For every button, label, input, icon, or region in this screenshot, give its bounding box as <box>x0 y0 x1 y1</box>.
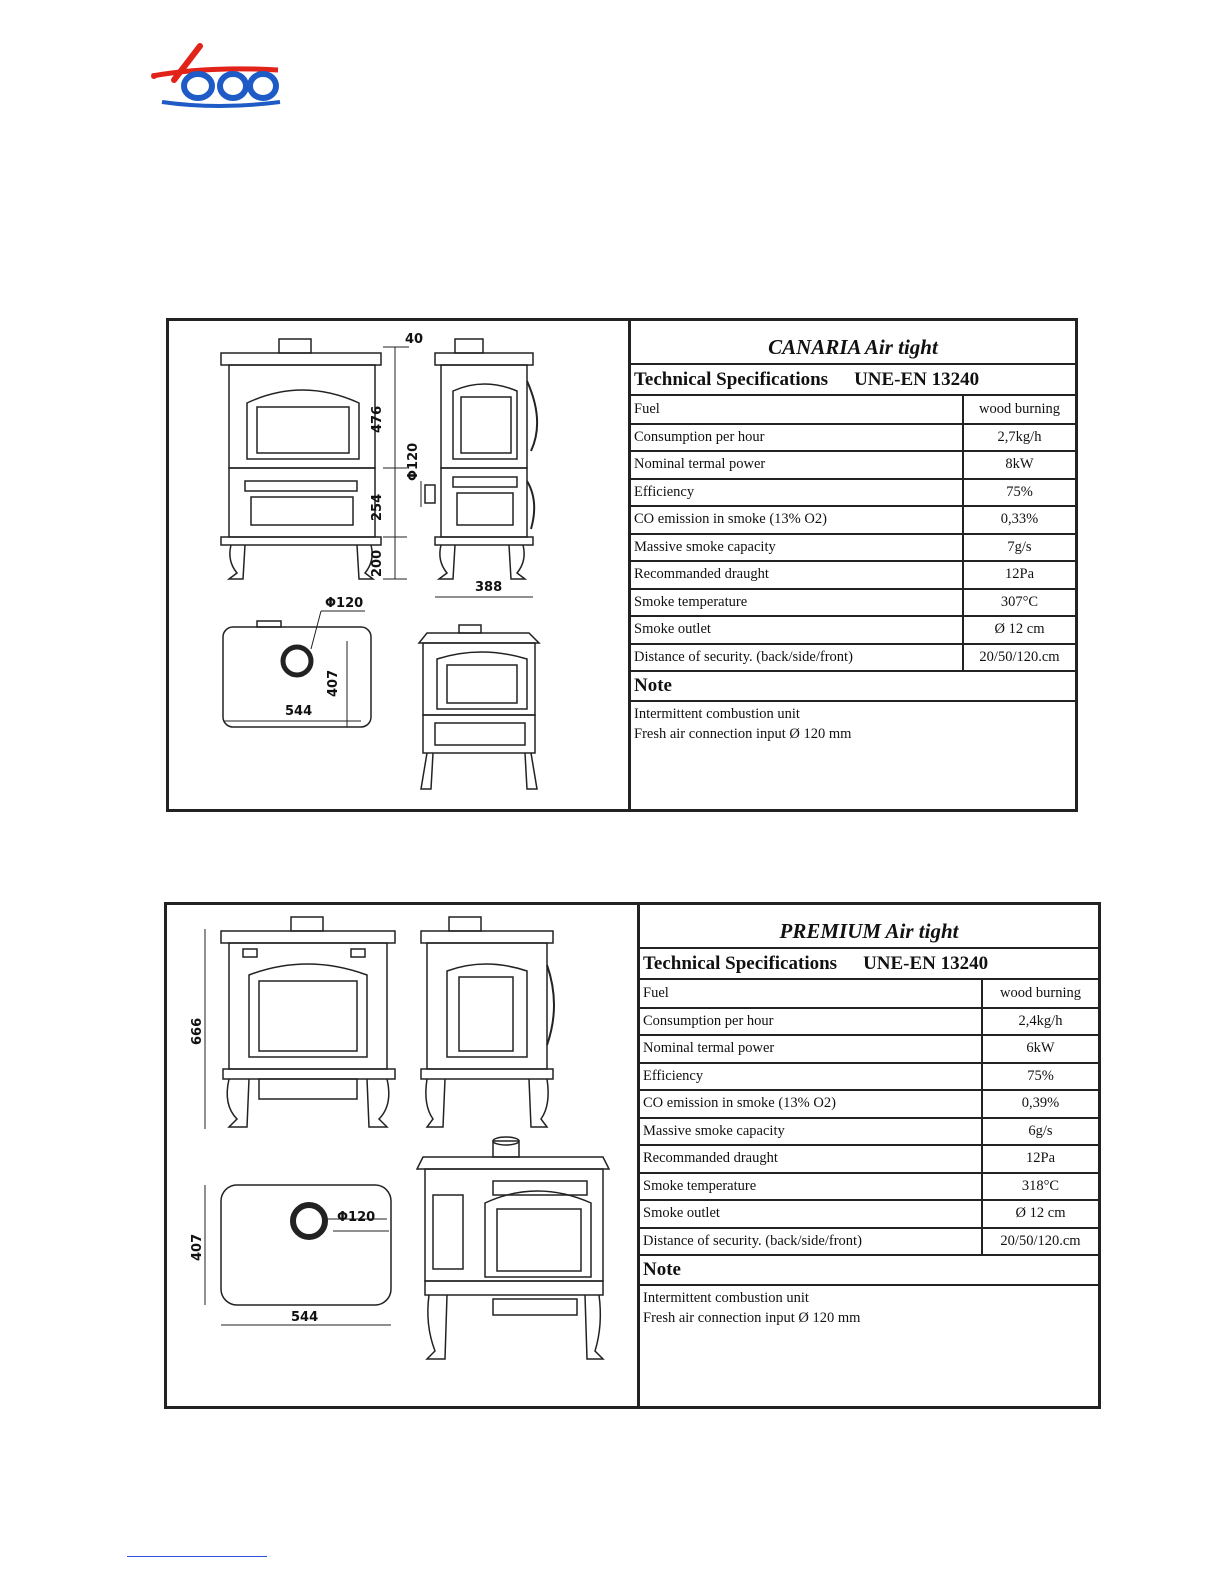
table-row <box>640 1090 1098 1118</box>
spec-label: Smoke temperature <box>631 589 963 617</box>
stove-drawing-premium <box>167 905 637 1406</box>
leo-logo <box>148 40 283 112</box>
table-row <box>640 1063 1098 1091</box>
spec-value: 75% <box>963 479 1075 507</box>
spec-value: wood burning <box>963 396 1075 424</box>
table-row <box>631 644 1075 672</box>
spec-panel <box>640 905 1098 1406</box>
note-line: Intermittent combustion unit <box>643 1290 809 1306</box>
table-row <box>631 534 1075 562</box>
dim-base-depth: 407 <box>190 1233 205 1261</box>
spec-label: Distance of security. (back/side/front) <box>640 1228 982 1256</box>
spec-standard: UNE-EN 13240 <box>863 952 989 974</box>
spec-value: 20/50/120.cm <box>963 644 1075 672</box>
note-line: Fresh air connection input Ø 120 mm <box>634 726 852 742</box>
spec-label: Distance of security. (back/side/front) <box>631 644 963 672</box>
spec-label: Recommanded draught <box>631 561 963 589</box>
note-line: Fresh air connection input Ø 120 mm <box>643 1310 861 1326</box>
spec-label: CO emission in smoke (13% O2) <box>640 1090 982 1118</box>
note-heading: Note <box>631 672 1075 702</box>
product-title: PREMIUM Air tight <box>640 905 1098 949</box>
spec-value: 7g/s <box>963 534 1075 562</box>
table-row <box>631 589 1075 617</box>
spec-sheet-canaria <box>166 318 1078 812</box>
table-row <box>640 1118 1098 1146</box>
dim-flue: Φ120 <box>337 1210 376 1225</box>
spec-value: 20/50/120.cm <box>982 1228 1098 1256</box>
spec-label: Consumption per hour <box>631 424 963 452</box>
spec-value: 6kW <box>982 1035 1098 1063</box>
note-heading: Note <box>640 1256 1098 1286</box>
footer-link-underline <box>127 1556 267 1557</box>
spec-label: Efficiency <box>640 1063 982 1091</box>
table-row <box>640 1228 1098 1256</box>
spec-heading-row <box>640 949 1098 980</box>
spec-value: 6g/s <box>982 1118 1098 1146</box>
spec-value: 318°C <box>982 1173 1098 1201</box>
spec-label: Smoke outlet <box>631 616 963 644</box>
dim-upper: 476 <box>370 405 385 433</box>
dim-middle: 254 <box>370 493 385 521</box>
spec-label: Massive smoke capacity <box>631 534 963 562</box>
spec-label: Consumption per hour <box>640 1008 982 1036</box>
dim-legs: 200 <box>370 549 385 577</box>
dim-flue: Φ120 <box>325 596 364 611</box>
table-row <box>640 1200 1098 1228</box>
dim-height: 666 <box>190 1017 205 1045</box>
spec-table <box>640 980 1098 1256</box>
table-row <box>631 506 1075 534</box>
spec-label: Smoke temperature <box>640 1173 982 1201</box>
spec-label: Fuel <box>631 396 963 424</box>
spec-table <box>631 396 1075 672</box>
dim-side-width: 388 <box>475 580 503 595</box>
spec-value: 2,7kg/h <box>963 424 1075 452</box>
spec-label: Nominal termal power <box>631 451 963 479</box>
dim-top: 40 <box>405 332 424 347</box>
spec-value: 12Pa <box>982 1145 1098 1173</box>
table-row <box>631 424 1075 452</box>
spec-value: 8kW <box>963 451 1075 479</box>
table-row <box>631 451 1075 479</box>
spec-value: Ø 12 cm <box>982 1200 1098 1228</box>
spec-panel <box>631 321 1075 809</box>
note-line: Intermittent combustion unit <box>634 706 800 722</box>
spec-label: Fuel <box>640 980 982 1008</box>
spec-value: wood burning <box>982 980 1098 1008</box>
dim-base-width: 544 <box>285 704 313 719</box>
spec-value: 0,33% <box>963 506 1075 534</box>
table-row <box>640 1173 1098 1201</box>
table-row <box>631 561 1075 589</box>
spec-value: 307°C <box>963 589 1075 617</box>
spec-value: 0,39% <box>982 1090 1098 1118</box>
spec-value: 12Pa <box>963 561 1075 589</box>
product-title: CANARIA Air tight <box>631 321 1075 365</box>
spec-value: Ø 12 cm <box>963 616 1075 644</box>
spec-label: Recommanded draught <box>640 1145 982 1173</box>
table-row <box>640 1145 1098 1173</box>
spec-label: CO emission in smoke (13% O2) <box>631 506 963 534</box>
dim-base-width: 544 <box>291 1310 319 1325</box>
table-row <box>631 616 1075 644</box>
spec-label: Massive smoke capacity <box>640 1118 982 1146</box>
spec-label: Smoke outlet <box>640 1200 982 1228</box>
spec-label: Nominal termal power <box>640 1035 982 1063</box>
technical-drawings <box>167 905 640 1406</box>
technical-drawings <box>169 321 631 809</box>
note-body <box>631 702 1075 746</box>
table-row <box>631 479 1075 507</box>
spec-value: 2,4kg/h <box>982 1008 1098 1036</box>
table-row <box>640 1035 1098 1063</box>
table-row <box>631 396 1075 424</box>
table-row <box>640 1008 1098 1036</box>
spec-value: 75% <box>982 1063 1098 1091</box>
spec-heading: Technical Specifications <box>634 368 829 390</box>
spec-label: Efficiency <box>631 479 963 507</box>
dim-base-depth: 407 <box>326 669 341 697</box>
stove-drawing-canaria <box>169 321 628 809</box>
spec-heading-row <box>631 365 1075 396</box>
dim-flue-side: Φ120 <box>406 442 421 481</box>
table-row <box>640 980 1098 1008</box>
spec-standard: UNE-EN 13240 <box>854 368 980 390</box>
spec-sheet-premium <box>164 902 1101 1409</box>
spec-heading: Technical Specifications <box>643 952 838 974</box>
note-body <box>640 1286 1098 1330</box>
